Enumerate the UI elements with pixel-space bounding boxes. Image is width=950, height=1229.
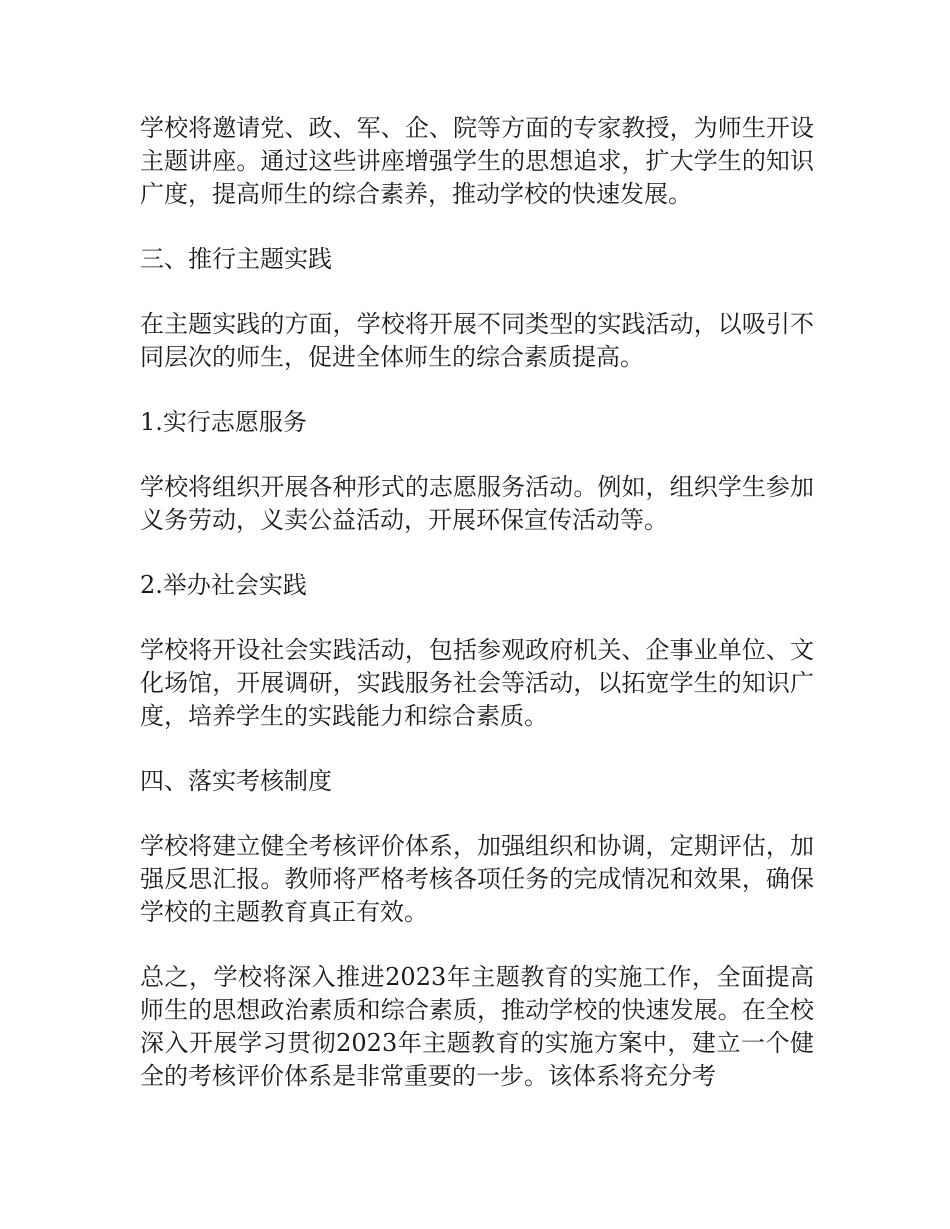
paragraph-conclusion: 总之，学校将深入推进2023年主题教育的实施工作，全面提高师生的思想政治素质和综合素质，推动学校的快速发展。在全校深入开展学习贯彻2023年主题教育的实施方案中，建立一个健全的考核评价体系是非常重要的一步。该体系将充分考 [140,963,814,1090]
paragraph-practice-intro: 在主题实践的方面，学校将开展不同类型的实践活动，以吸引不同层次的师生，促进全体师生的综合素质提高。 [140,310,814,371]
paragraph-assessment: 学校将建立健全考核评价体系，加强组织和协调，定期评估，加强反思汇报。教师将严格考核各项任务的完成情况和效果，确保学校的主题教育真正有效。 [140,832,814,926]
section-heading-4: 四、落实考核制度 [140,767,332,795]
document-page [140,112,814,1125]
paragraph-social-practice: 学校将开设社会实践活动，包括参观政府机关、企事业单位、文化场馆，开展调研，实践服务社会等活动，以拓宽学生的知识广度，培养学生的实践能力和综合素质。 [140,636,814,730]
paragraph-lectures: 学校将邀请党、政、军、企、院等方面的专家教授，为师生开设主题讲座。通过这些讲座增强学生的思想追求，扩大学生的知识广度，提高师生的综合素养，推动学校的快速发展。 [140,114,814,208]
subheading-volunteer: 1.实行志愿服务 [140,408,307,436]
subheading-social-practice: 2.举办社会实践 [140,571,307,599]
paragraph-volunteer: 学校将组织开展各种形式的志愿服务活动。例如，组织学生参加义务劳动，义卖公益活动，开展环保宣传活动等。 [140,473,814,534]
section-heading-3: 三、推行主题实践 [140,245,332,273]
